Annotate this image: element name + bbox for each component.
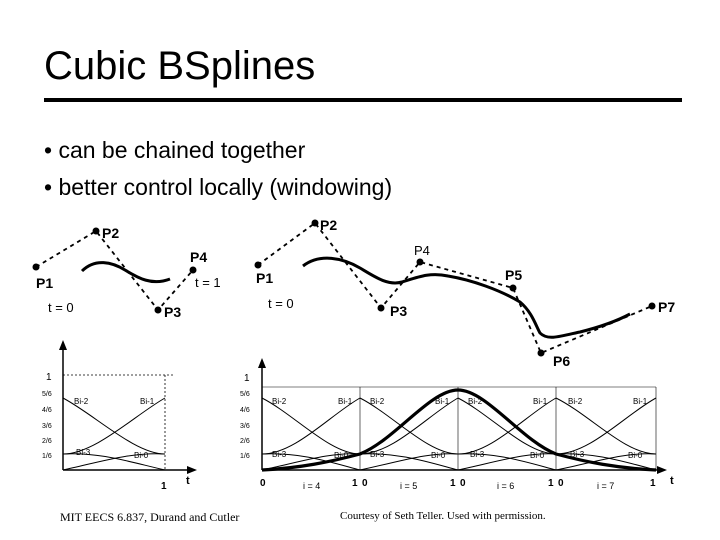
right-ytick: 1/6	[240, 453, 250, 460]
footer-credit: MIT EECS 6.837, Durand and Cutler	[60, 510, 240, 524]
right-xtick: 1	[650, 478, 656, 489]
left-spline-diagram	[33, 225, 221, 320]
right-xtick: 1	[352, 478, 358, 489]
left-basis-plot	[42, 340, 197, 492]
right-ytick: 2/6	[240, 438, 250, 445]
left-axis-label: t	[186, 475, 190, 487]
left-xtick-1: 1	[161, 481, 167, 492]
right-basis-plot	[240, 358, 674, 491]
right-label-p1: P1	[256, 270, 274, 286]
right-axis-label: t	[670, 475, 674, 487]
right-ytick-1: 1	[244, 373, 250, 384]
right-label-p5: P5	[505, 267, 523, 283]
left-ytick: 1/6	[42, 453, 52, 460]
right-curve-label: Bi-3	[570, 450, 585, 459]
left-label-p1: P1	[36, 275, 54, 291]
segment-label: i = 7	[597, 481, 615, 491]
bullet-item: • can be chained together	[44, 137, 306, 163]
right-curve-label: Bi-3	[370, 450, 385, 459]
right-xtick: 1	[548, 478, 554, 489]
left-ytick: 5/6	[42, 391, 52, 398]
right-label-t0: t = 0	[268, 296, 294, 311]
right-curve-label: Bi-0	[628, 451, 643, 460]
segment-label: i = 6	[497, 481, 515, 491]
right-curve-label: Bi-1	[435, 397, 450, 406]
left-ytick: 3/6	[42, 423, 52, 430]
right-label-p6: P6	[553, 353, 571, 369]
right-curve-label: Bi-2	[568, 397, 583, 406]
left-curve-label: Bi-1	[140, 397, 155, 406]
left-curve-label: Bi-0	[134, 451, 149, 460]
slide-title: Cubic BSplines	[44, 44, 316, 88]
left-label-p3: P3	[164, 304, 182, 320]
right-xtick: 0	[460, 478, 466, 489]
left-label-t1: t = 1	[195, 275, 221, 290]
right-curve-label: Bi-0	[530, 451, 545, 460]
right-label-p2: P2	[320, 217, 338, 233]
right-ytick: 5/6	[240, 391, 250, 398]
right-curve-label: Bi-1	[338, 397, 353, 406]
right-xtick: 0	[362, 478, 368, 489]
left-curve-label: Bi-2	[74, 397, 89, 406]
right-curve-label: Bi-2	[370, 397, 385, 406]
right-xtick: 1	[450, 478, 456, 489]
left-ytick: 2/6	[42, 438, 52, 445]
left-curve-label: Bi-3	[76, 448, 91, 457]
right-label-p4: P4	[414, 243, 430, 258]
right-xtick: 0	[260, 478, 266, 489]
right-label-p3: P3	[390, 303, 408, 319]
right-curve-label: Bi-2	[272, 397, 287, 406]
footer-courtesy: Courtesy of Seth Teller. Used with permission.	[340, 510, 546, 522]
right-label-p7: P7	[658, 299, 676, 315]
right-spline-diagram	[255, 217, 676, 369]
right-curve-label: Bi-3	[272, 450, 287, 459]
segment-label: i = 4	[303, 481, 321, 491]
left-label-p4: P4	[190, 249, 208, 265]
right-curve-label: Bi-2	[468, 397, 483, 406]
left-ytick-1: 1	[46, 372, 52, 383]
right-ytick: 4/6	[240, 407, 250, 414]
right-curve-label: Bi-1	[633, 397, 648, 406]
right-curve-label: Bi-1	[533, 397, 548, 406]
right-curve-label: Bi-3	[470, 450, 485, 459]
right-curve-label: Bi-0	[334, 451, 349, 460]
bullet-item: • better control locally (windowing)	[44, 174, 393, 200]
right-curve-label: Bi-0	[431, 451, 446, 460]
left-ytick: 4/6	[42, 407, 52, 414]
left-label-t0: t = 0	[48, 300, 74, 315]
segment-label: i = 5	[400, 481, 418, 491]
left-label-p2: P2	[102, 225, 120, 241]
right-ytick: 3/6	[240, 423, 250, 430]
right-xtick: 0	[558, 478, 564, 489]
